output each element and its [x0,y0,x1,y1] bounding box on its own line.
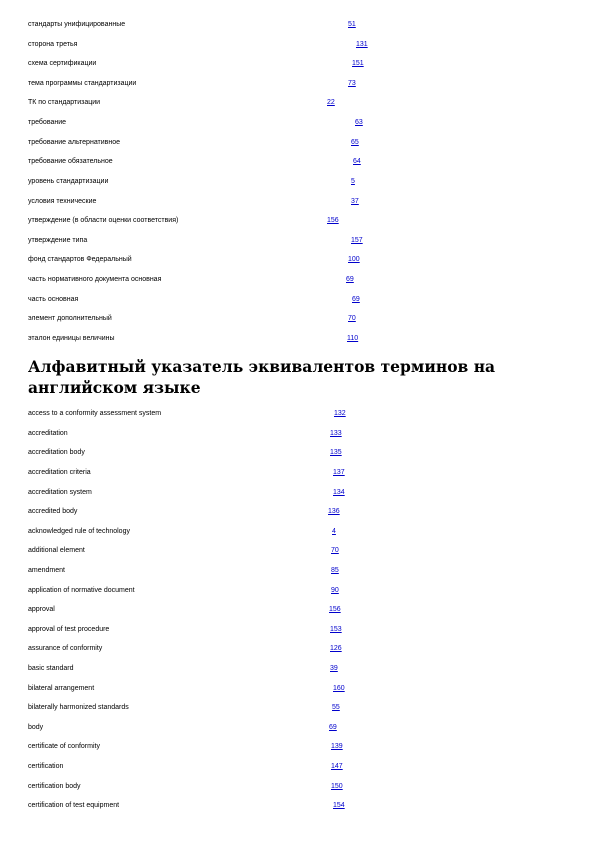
term-label: accreditation [28,430,68,437]
section-heading: Алфавитный указатель эквивалентов терминов на английском языке [28,357,496,397]
list-item [28,254,568,266]
term-label: эталон единицы величины [28,335,115,342]
term-label: accredited body [28,508,78,515]
term-label: accreditation system [28,489,92,496]
page-link[interactable]: 51 [348,21,356,28]
term-label: bilateral arrangement [28,685,95,692]
page-link[interactable]: 132 [334,410,346,417]
term-label: accreditation criteria [28,469,91,476]
page-link[interactable]: 70 [348,315,356,322]
list-item [28,565,568,577]
page-link[interactable]: 151 [352,60,364,67]
page-link[interactable]: 69 [329,724,337,731]
term-label: bilaterally harmonized standards [28,704,129,711]
term-label: требование [28,119,67,126]
term-label: certification body [28,783,81,790]
page-link[interactable]: 37 [351,198,359,205]
list-item [28,39,568,51]
list-item [28,643,568,655]
list-item [28,19,568,31]
list-item [28,702,568,714]
list-item [28,683,568,695]
list-item [28,235,568,247]
list-item [28,781,568,793]
page-link[interactable]: 147 [331,763,343,770]
term-label: accreditation body [28,449,85,456]
term-label: сторона третья [28,41,78,48]
page-link[interactable]: 153 [330,626,342,633]
list-item [28,408,568,420]
list-item [28,722,568,734]
list-item [28,196,568,208]
page-link[interactable]: 136 [328,508,340,515]
term-label: additional element [28,547,85,554]
page-link[interactable]: 22 [327,99,335,106]
term-label: assurance of conformity [28,645,103,652]
list-item [28,467,568,479]
page-link[interactable]: 70 [331,547,339,554]
term-label: фонд стандартов Федеральный [28,256,132,263]
list-item [28,585,568,597]
list-item [28,294,568,306]
list-item [28,741,568,753]
term-label: application of normative document [28,587,135,594]
term-label: access to a conformity assessment system [28,410,162,417]
page-link[interactable]: 126 [330,645,342,652]
list-item [28,58,568,70]
page-link[interactable]: 90 [331,587,339,594]
list-item [28,97,568,109]
term-label: certification of test equipment [28,802,120,809]
list-item [28,663,568,675]
term-label: часть нормативного документа основная [28,276,162,283]
term-label: элемент дополнительный [28,315,112,322]
list-item [28,428,568,440]
list-item [28,526,568,538]
term-label: тема программы стандартизации [28,80,137,87]
page-link[interactable]: 154 [333,802,345,809]
list-item [28,604,568,616]
term-label: требование обязательное [28,158,113,165]
list-item [28,176,568,188]
term-label: часть основная [28,296,79,303]
term-label: требование альтернативное [28,139,121,146]
term-label: ТК по стандартизации [28,99,101,106]
page-link[interactable]: 133 [330,430,342,437]
list-item [28,156,568,168]
page-link[interactable]: 139 [331,743,343,750]
page-link[interactable]: 134 [333,489,345,496]
term-label: basic standard [28,665,74,672]
term-label: стандарты унифицированные [28,21,126,28]
page-link[interactable]: 39 [330,665,338,672]
term-label: утверждение типа [28,237,88,244]
term-label: approval [28,606,55,613]
list-item [28,545,568,557]
page-link[interactable]: 5 [351,178,355,185]
list-item [28,333,568,345]
page-link[interactable]: 156 [327,217,339,224]
page-link[interactable]: 4 [332,528,336,535]
page-link[interactable]: 63 [355,119,363,126]
page-link[interactable]: 73 [348,80,356,87]
page-link[interactable]: 156 [329,606,341,613]
page-link[interactable]: 131 [356,41,368,48]
term-label: условия технические [28,198,97,205]
list-item [28,78,568,90]
page-link[interactable]: 100 [348,256,360,263]
term-label: certificate of conformity [28,743,100,750]
list-item [28,624,568,636]
page-link[interactable]: 85 [331,567,339,574]
term-label: certification [28,763,64,770]
term-label: approval of test procedure [28,626,110,633]
page-link[interactable]: 69 [352,296,360,303]
page-link[interactable]: 160 [333,685,345,692]
term-label: amendment [28,567,65,574]
term-label: схема сертификации [28,60,97,67]
page-link[interactable]: 64 [353,158,361,165]
list-item [28,117,568,129]
page-link[interactable]: 69 [346,276,354,283]
list-item [28,487,568,499]
term-label: утверждение (в области оценки соответствия) [28,217,179,224]
page-link[interactable]: 150 [331,783,343,790]
list-item [28,137,568,149]
list-item [28,506,568,518]
list-item [28,313,568,325]
page-link[interactable]: 65 [351,139,359,146]
list-item [28,761,568,773]
term-label: уровень стандартизации [28,178,109,185]
page-link[interactable]: 55 [332,704,340,711]
list-item [28,447,568,459]
page-link[interactable]: 157 [351,237,363,244]
page-link[interactable]: 110 [347,335,359,342]
list-item [28,274,568,286]
page-link[interactable]: 137 [333,469,345,476]
list-item [28,215,568,227]
term-label: acknowledged rule of technology [28,528,130,535]
term-label: body [28,724,44,731]
page-link[interactable]: 135 [330,449,342,456]
list-item [28,800,568,812]
